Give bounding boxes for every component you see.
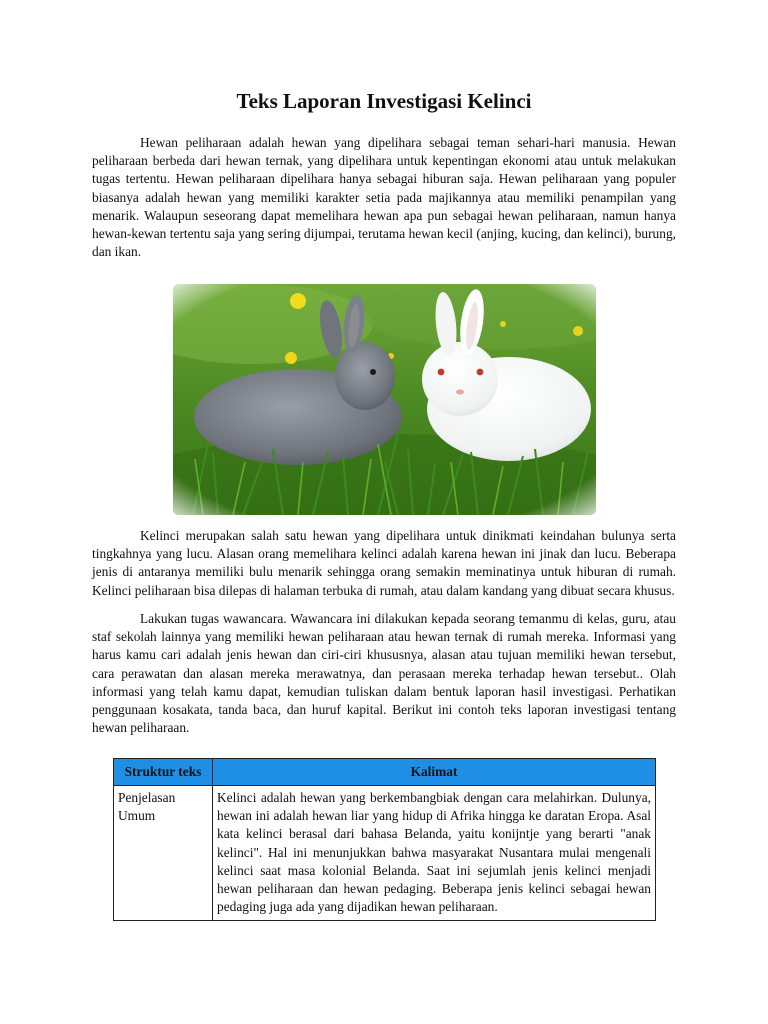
table-cell-text: Kelinci adalah hewan yang berkembangbiak dengan cara melahirkan. Dulunya, hewan ini adalah hewan liar yang hidup di Afrika hingga ke daratan Eropa. Asal kata kelinci berasal dari bahasa Belanda, yaitu konijntje yang berarti "anak kelinci". Hal ini menunjukkan bahwa masyarakat Nusantara mulai mengenali kelinci saat masa kolonial Belanda. Saat ini sejumlah jenis kelinci menjadi hewan peliharaan dan hewan pedaging. Beberapa jenis kelinci sebagai hewan pedaging juga ada yang dijadikan hewan peliharaan. xyxy=(213,786,656,921)
table-header-struktur: Struktur teks xyxy=(114,759,213,786)
table-header-kalimat: Kalimat xyxy=(213,759,656,786)
rabbits-photo xyxy=(173,284,596,515)
paragraph-kelinci: Kelinci merupakan salah satu hewan yang dipelihara untuk dinikmati keindahan bulunya serta tingkahnya yang lucu. Alasan orang memelihara kelinci adalah karena hewan ini jinak dan lucu. Beberapa jenis di antaranya memiliki bulu menarik sehingga orang semakin meminatinya untuk hiburan di rumah. Kelinci peliharaan bisa dilepas di halaman terbuka di rumah, atau dalam kandang yang dibuat secara khusus. xyxy=(92,528,676,598)
page-title: Teks Laporan Investigasi Kelinci xyxy=(236,89,532,113)
table-cell-label: Penjelasan Umum xyxy=(114,786,213,921)
structure-table xyxy=(113,758,656,921)
paragraph-tugas: Lakukan tugas wawancara. Wawancara ini dilakukan kepada seorang temanmu di kelas, guru, atau staf sekolah lainnya yang memiliki hewan peliharaan atau hewan ternak di rumah mereka. Informasi yang harus kamu cari adalah jenis hewan dan ciri-ciri khususnya, alasan atau tujuan memiliki hewan tersebut, cara perawatan dan alasan mereka merawatnya, dan perasaan mereka terhadap hewan tersebut.. Olah informasi yang telah kamu dapat, kemudian tuliskan dalam bentuk laporan hasil investigasi. Perhatikan penggunaan kosakata, tanda baca, dan huruf kapital. Berikut ini contoh teks laporan investigasi tentang hewan peliharaan. xyxy=(92,611,676,736)
paragraph-intro: Hewan peliharaan adalah hewan yang dipelihara sebagai teman sehari-hari manusia. Hewan peliharaan berbeda dari hewan ternak, yang dipelihara untuk kepentingan ekonomi atau untuk melakukan tugas tertentu. Hewan peliharaan dipelihara hanya sebagai hiburan saja. Hewan peliharaan yang populer biasanya adalah hewan yang memiliki karakter setia pada majikannya atau memiliki penampilan yang menarik. Walaupun seseorang dapat memelihara hewan apa pun sebagai hewan peliharaan, namun hanya hewan-kewan tertentu saja yang sering dijumpai, terutama hewan kecil (anjing, kucing, dan kelinci), burung, dan ikan. xyxy=(92,135,676,260)
table-row xyxy=(114,786,656,921)
table-header-row xyxy=(114,759,656,786)
